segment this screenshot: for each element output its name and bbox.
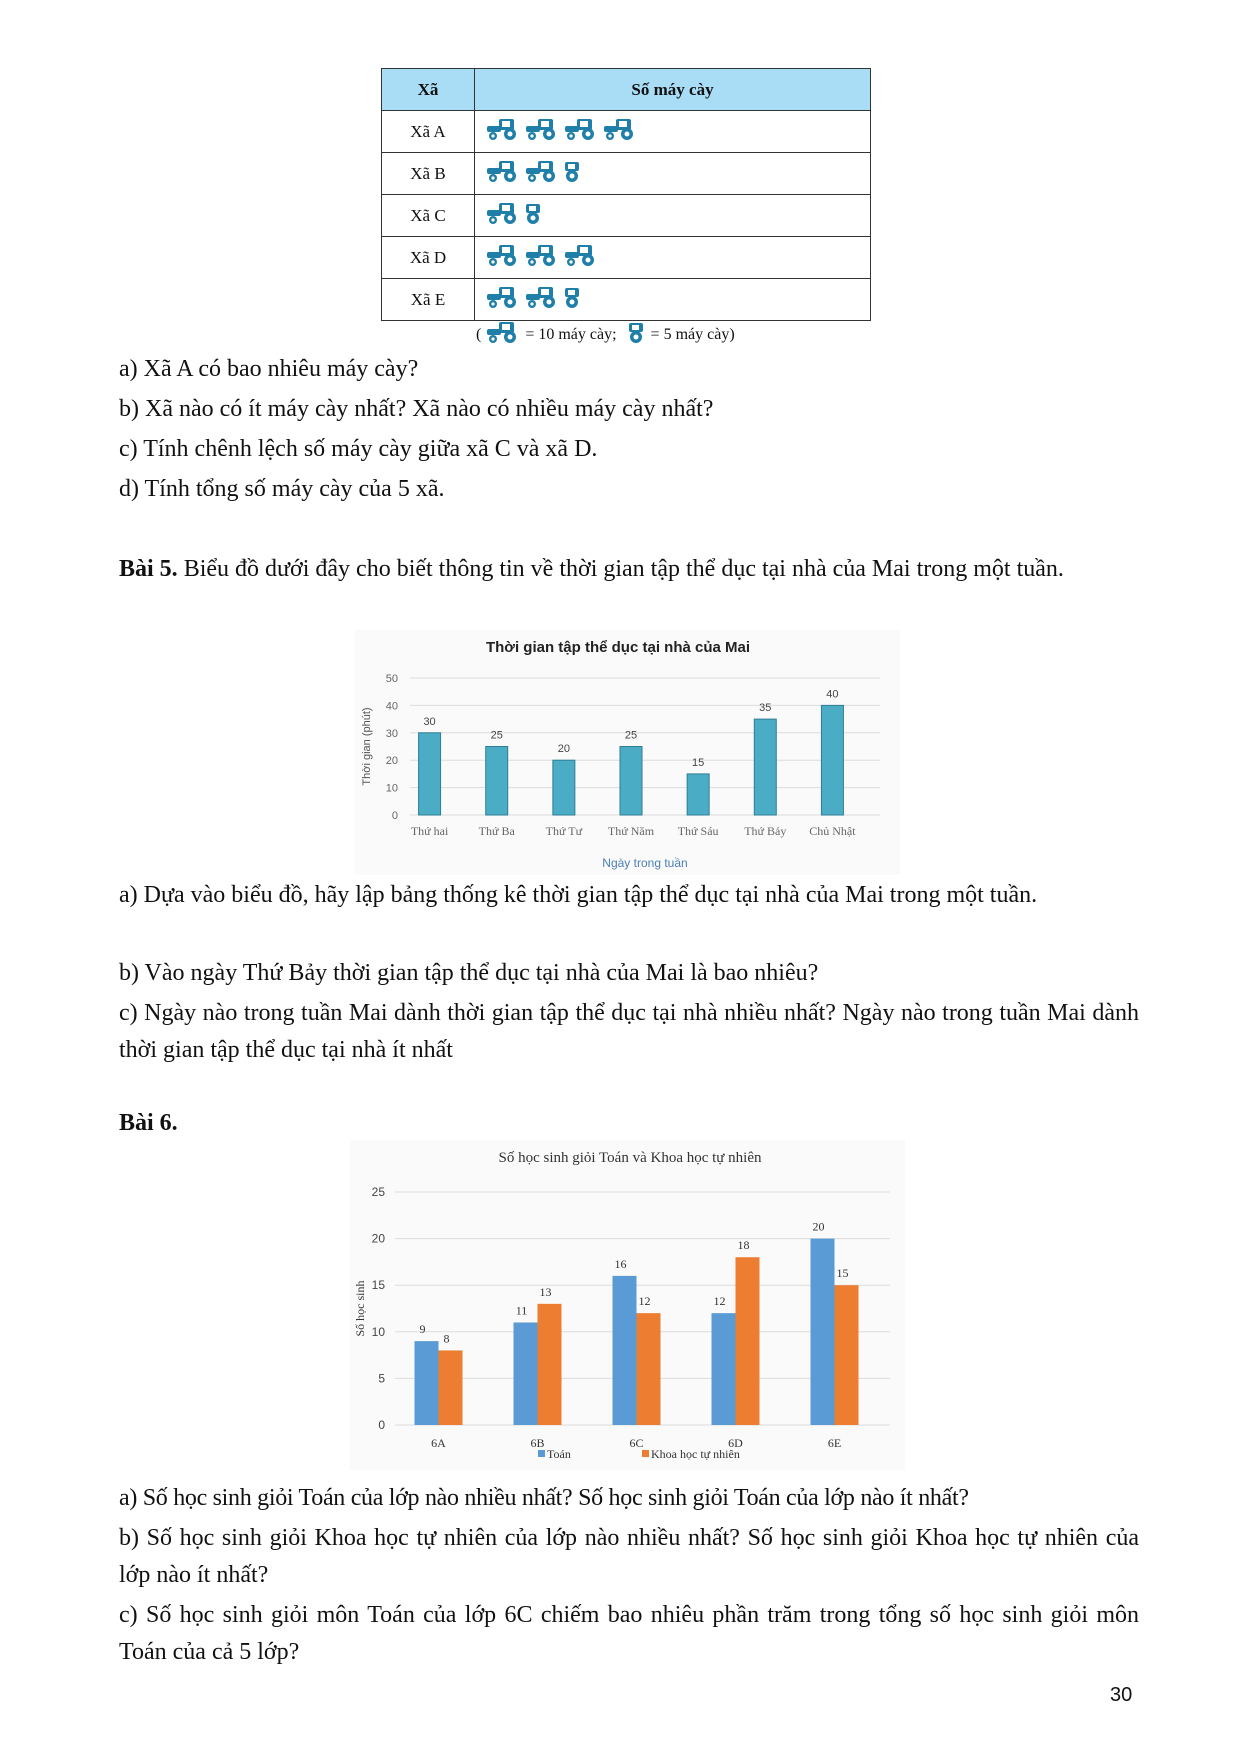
tractor-full-icon <box>485 320 521 349</box>
bar <box>687 774 709 815</box>
exercise-time-chart <box>355 630 900 875</box>
data-label: 20 <box>812 1219 825 1234</box>
data-label: 12 <box>638 1294 651 1309</box>
students-chart <box>350 1140 905 1470</box>
question-6a: a) Số học sinh giỏi Toán của lớp nào nhiều nhất? Số học sinh giỏi Toán của lớp nào ít nhất? <box>119 1485 969 1511</box>
legend-full-text: = 10 máy cày; <box>525 325 617 343</box>
bai5-title: Bài 5. <box>119 556 178 582</box>
header-commune: Xã <box>382 69 475 111</box>
x-tick-label: 6C <box>629 1436 644 1450</box>
pictograph-table <box>381 68 871 321</box>
question-4a: a) Xã A có bao nhiêu máy cày? <box>119 356 419 382</box>
bai5-intro: Bài 5. Biểu đồ dưới đây cho biết thông tin về thời gian tập thể dục tại nhà của Mai trong một tuần. <box>119 556 1064 582</box>
data-label: 15 <box>692 756 705 769</box>
pictograph-row <box>382 195 871 237</box>
y-tick-label: 25 <box>371 1185 385 1199</box>
tractor-icons <box>475 111 871 153</box>
data-label: 20 <box>557 743 570 756</box>
legend-swatch-toan <box>538 1450 545 1457</box>
y-axis-label: Số học sinh <box>353 1280 367 1337</box>
y-axis-label: Thời gian (phút) <box>361 707 373 786</box>
x-tick-label: Chủ Nhật <box>809 824 856 838</box>
pictograph-legend: ( = 10 máy cày; = 5 máy cày) <box>476 320 735 349</box>
bar <box>486 747 508 816</box>
x-tick-label: Thứ Sáu <box>677 824 719 838</box>
bar <box>415 1341 439 1425</box>
tractor-half-icon <box>563 285 583 314</box>
commune-label: Xã B <box>382 153 475 195</box>
y-tick-label: 40 <box>385 700 398 713</box>
data-label: 12 <box>713 1294 726 1309</box>
commune-label: Xã A <box>382 111 475 153</box>
tractor-full-icon <box>524 243 560 272</box>
chart-title: Số học sinh giỏi Toán và Khoa học tự nhiên <box>498 1150 762 1166</box>
data-label: 35 <box>759 702 772 715</box>
bar <box>736 1257 760 1425</box>
tractor-full-icon <box>563 117 599 146</box>
x-tick-label: Thứ Năm <box>607 824 655 838</box>
commune-label: Xã E <box>382 279 475 321</box>
question-5c: c) Ngày nào trong tuần Mai dành thời gian tập thể dục tại nhà nhiều nhất? Ngày nào trong tuần Mai dành thời gian tập thể dục tại nhà ít nhất <box>119 1000 1139 1063</box>
legend-swatch-khtn <box>642 1450 649 1457</box>
y-tick-label: 10 <box>371 1324 385 1339</box>
data-label: 16 <box>614 1256 627 1271</box>
tractor-full-icon <box>524 159 560 188</box>
data-label: 9 <box>419 1322 426 1337</box>
y-tick-label: 30 <box>385 727 398 740</box>
x-tick-label: 6E <box>827 1436 842 1450</box>
bar <box>637 1313 661 1425</box>
page-number: 30 <box>1110 1684 1133 1706</box>
data-label: 30 <box>423 715 436 728</box>
bar <box>439 1350 463 1425</box>
x-tick-label: 6A <box>431 1436 446 1450</box>
x-tick-label: Thứ Tư <box>545 824 583 838</box>
bar <box>538 1304 562 1425</box>
x-tick-label: Thứ Bảy <box>744 824 787 838</box>
legend-label-khtn: Khoa học tự nhiên <box>651 1447 740 1461</box>
y-tick-label: 15 <box>371 1278 385 1293</box>
pictograph-row <box>382 111 871 153</box>
tractor-full-icon <box>485 201 521 230</box>
bar <box>419 733 441 815</box>
data-label: 11 <box>515 1303 528 1318</box>
y-tick-label: 0 <box>391 810 398 822</box>
y-tick-label: 0 <box>378 1418 385 1432</box>
x-tick-label: Thứ Ba <box>478 824 515 838</box>
data-label: 25 <box>624 729 638 742</box>
tractor-icons <box>475 153 871 195</box>
question-4c: c) Tính chênh lệch số máy cày giữa xã C và xã D. <box>119 436 598 462</box>
bar <box>811 1239 835 1425</box>
bar <box>754 719 776 815</box>
data-label: 8 <box>443 1331 450 1346</box>
y-tick-label: 20 <box>385 755 398 768</box>
question-5b: b) Vào ngày Thứ Bảy thời gian tập thể dục tại nhà của Mai là bao nhiêu? <box>119 960 819 986</box>
tractor-full-icon <box>524 285 560 314</box>
bar <box>821 705 843 815</box>
data-label: 25 <box>490 729 503 742</box>
y-tick-label: 5 <box>378 1371 385 1386</box>
x-tick-label: 6B <box>530 1436 545 1450</box>
data-label: 18 <box>737 1238 750 1253</box>
commune-label: Xã D <box>382 237 475 279</box>
tractor-full-icon <box>485 159 521 188</box>
pictograph-row <box>382 153 871 195</box>
tractor-icons <box>475 279 871 321</box>
x-axis-label: Ngày trong tuần <box>602 856 688 870</box>
tractor-full-icon <box>524 117 560 146</box>
data-label: 15 <box>836 1266 849 1281</box>
bar <box>514 1322 538 1425</box>
tractor-full-icon <box>602 117 638 146</box>
bar <box>712 1313 736 1425</box>
y-tick-label: 50 <box>385 673 398 685</box>
bar <box>620 747 642 816</box>
question-5a: a) Dựa vào biểu đồ, hãy lập bảng thống kê thời gian tập thể dục tại nhà của Mai trong một tuần. <box>119 882 1038 908</box>
x-tick-label: 6D <box>728 1436 743 1450</box>
bar <box>553 760 575 815</box>
tractor-icons <box>475 195 871 237</box>
chart-title: Thời gian tập thể dục tại nhà của Mai <box>485 639 751 656</box>
tractor-half-icon <box>563 159 583 188</box>
data-label: 13 <box>539 1284 552 1299</box>
tractor-full-icon <box>485 117 521 146</box>
y-tick-label: 10 <box>385 782 398 795</box>
question-6c: c) Số học sinh giỏi môn Toán của lớp 6C chiếm bao nhiêu phần trăm trong tổng số học sinh giỏi môn Toán của cả 5 lớp? <box>119 1602 1139 1665</box>
question-4d: d) Tính tổng số máy cày của 5 xã. <box>119 476 445 502</box>
tractor-full-icon <box>563 243 599 272</box>
tractor-icons <box>475 237 871 279</box>
y-tick-label: 20 <box>371 1231 385 1246</box>
commune-label: Xã C <box>382 195 475 237</box>
bai6-title: Bài 6. <box>119 1110 178 1136</box>
legend-half-text: = 5 máy cày) <box>650 325 735 343</box>
data-label: 40 <box>826 688 839 701</box>
x-tick-label: Thứ hai <box>410 824 449 838</box>
legend-label-toan: Toán <box>547 1447 571 1461</box>
question-4b: b) Xã nào có ít máy cày nhất? Xã nào có nhiều máy cày nhất? <box>119 396 714 422</box>
tractor-full-icon <box>485 285 521 314</box>
tractor-half-icon <box>627 320 647 349</box>
pictograph-row <box>382 237 871 279</box>
question-6b: b) Số học sinh giỏi Khoa học tự nhiên của lớp nào nhiều nhất? Số học sinh giỏi Khoa học tự nhiên của lớp nào ít nhất? <box>119 1525 1139 1588</box>
tractor-full-icon <box>485 243 521 272</box>
bar <box>835 1285 859 1425</box>
tractor-half-icon <box>524 201 544 230</box>
bar <box>613 1276 637 1425</box>
pictograph-row <box>382 279 871 321</box>
header-count: Số máy cày <box>475 69 871 111</box>
